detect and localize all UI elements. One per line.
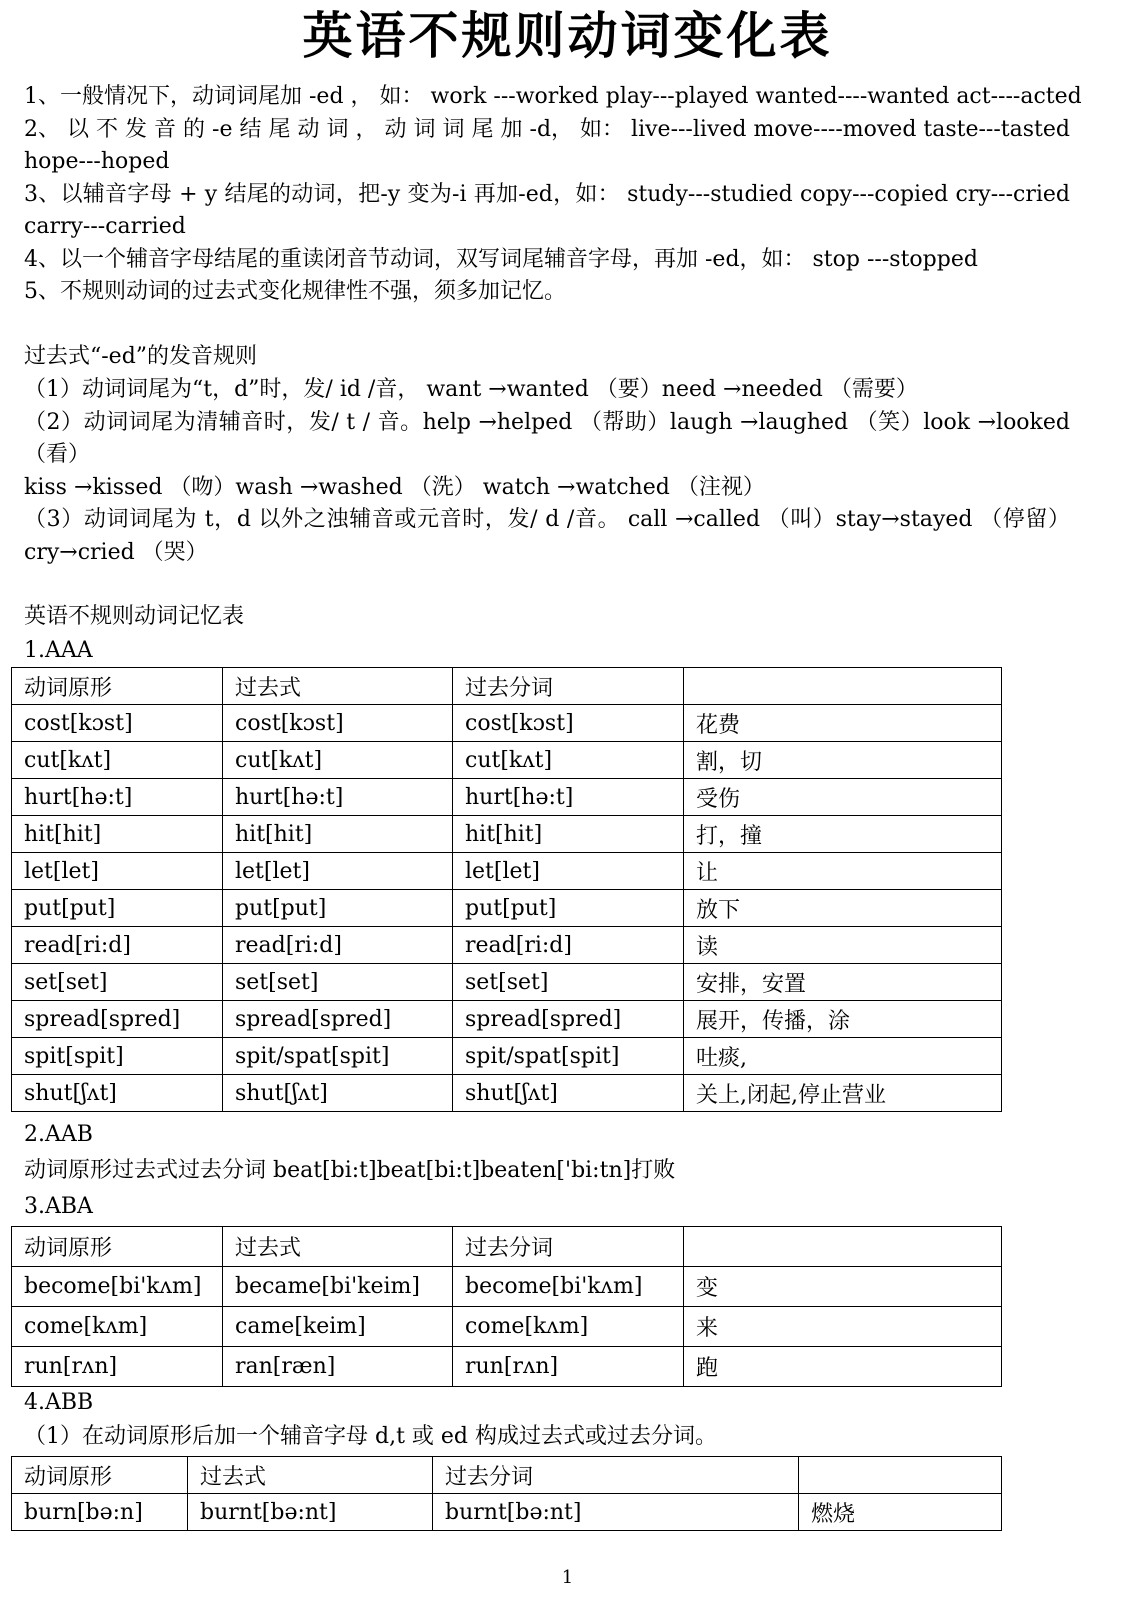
rule-line: 3、以辅音字母 + y 结尾的动词，把-y 变为-i 再加-ed，如： study---studied copy---copied cry---cried [24, 182, 1070, 207]
table-cell: let[let] [223, 853, 453, 890]
table-row [12, 779, 1002, 816]
table-cell: set[set] [223, 964, 453, 1001]
abb-table-body [12, 1457, 1002, 1531]
table-cell-meaning: 受伤 [684, 779, 1002, 816]
table-cell: 动词原形 [12, 1457, 188, 1494]
table-row [12, 705, 1002, 742]
table-cell-meaning [799, 1457, 1002, 1494]
aba-table-body [12, 1227, 1002, 1387]
rule-line: 5、不规则动词的过去式变化规律性不强，须多加记忆。 [24, 279, 566, 304]
aaa-table [11, 667, 1002, 1112]
table-cell: became[bi'keim] [223, 1267, 453, 1307]
table-cell-meaning: 让 [684, 853, 1002, 890]
table-cell: hurt[hə:t] [12, 779, 223, 816]
table-cell: hurt[hə:t] [223, 779, 453, 816]
section-label-abb: 4.ABB [24, 1390, 94, 1415]
table-cell-meaning: 花费 [684, 705, 1002, 742]
table-cell: read[ri:d] [223, 927, 453, 964]
table-cell: burnt[bə:nt] [188, 1494, 433, 1531]
table-cell-meaning: 吐痰, [684, 1038, 1002, 1075]
table-cell: put[put] [12, 890, 223, 927]
table-cell-meaning: 跑 [684, 1347, 1002, 1387]
table-cell-meaning: 来 [684, 1307, 1002, 1347]
table-cell-meaning: 变 [684, 1267, 1002, 1307]
pronunciation-line: （看） [24, 442, 91, 467]
table-cell: let[let] [453, 853, 684, 890]
table-cell: burnt[bə:nt] [433, 1494, 799, 1531]
table-header-row [12, 1457, 1002, 1494]
abb-note: （1）在动词原形后加一个辅音字母 d,t 或 ed 构成过去式或过去分词。 [24, 1424, 717, 1449]
table-cell: set[set] [12, 964, 223, 1001]
table-cell: run[rʌn] [453, 1347, 684, 1387]
table-cell: read[ri:d] [12, 927, 223, 964]
table-cell: hit[hit] [223, 816, 453, 853]
table-cell: come[kʌm] [12, 1307, 223, 1347]
table-cell: cost[kɔst] [223, 705, 453, 742]
table-cell: came[keim] [223, 1307, 453, 1347]
table-cell: let[let] [12, 853, 223, 890]
table-cell: 过去式 [188, 1457, 433, 1494]
table-cell: read[ri:d] [453, 927, 684, 964]
table-row [12, 742, 1002, 779]
table-cell: spread[spred] [12, 1001, 223, 1038]
table-row [12, 1001, 1002, 1038]
table-cell: spit/spat[spit] [453, 1038, 684, 1075]
table-cell: 动词原形 [12, 1227, 223, 1267]
rule-line: 1、一般情况下，动词词尾加 -ed ， 如： work ---worked play---played wanted----wanted act----acted [24, 84, 1082, 109]
table-row [12, 1075, 1002, 1112]
table-cell: 过去分词 [453, 1227, 684, 1267]
table-row [12, 927, 1002, 964]
pronunciation-line: cry→cried （哭） [24, 540, 208, 565]
table-cell-meaning: 展开，传播，涂 [684, 1001, 1002, 1038]
table-cell: 过去分词 [433, 1457, 799, 1494]
table-cell: put[put] [453, 890, 684, 927]
table-header-row [12, 1227, 1002, 1267]
table-row [12, 890, 1002, 927]
page-number: 1 [561, 1567, 574, 1588]
table-cell: cut[kʌt] [12, 742, 223, 779]
table-cell: shut[ʃʌt] [223, 1075, 453, 1112]
table-cell: cut[kʌt] [453, 742, 684, 779]
table-cell: put[put] [223, 890, 453, 927]
table-cell: set[set] [453, 964, 684, 1001]
table-cell: 过去式 [223, 1227, 453, 1267]
pronunciation-line: kiss →kissed （吻）wash →washed （洗） watch →watched （注视） [24, 475, 765, 500]
table-row [12, 1347, 1002, 1387]
pronunciation-line: （1）动词词尾为“t，d”时，发/ id /音， want →wanted （要）need →needed （需要） [24, 377, 918, 402]
pronunciation-line: （3）动词词尾为 t，d 以外之浊辅音或元音时，发/ d /音。 call →called （叫）stay→stayed （停留） [24, 507, 1070, 532]
table-cell-meaning: 读 [684, 927, 1002, 964]
table-cell: spit[spit] [12, 1038, 223, 1075]
table-row [12, 964, 1002, 1001]
pronunciation-heading: 过去式“-ed”的发音规则 [24, 344, 258, 369]
table-cell-meaning: 关上,闭起,停止营业 [684, 1075, 1002, 1112]
table-header-row [12, 668, 1002, 705]
table-cell: burn[bə:n] [12, 1494, 188, 1531]
table-row [12, 816, 1002, 853]
abb-table [11, 1456, 1002, 1531]
table-cell: spread[spred] [453, 1001, 684, 1038]
table-cell: run[rʌn] [12, 1347, 223, 1387]
table-cell: hurt[hə:t] [453, 779, 684, 816]
table-cell: hit[hit] [12, 816, 223, 853]
table-cell: cost[kɔst] [12, 705, 223, 742]
page-title: 英语不规则动词变化表 [302, 7, 833, 65]
aaa-table-body [12, 668, 1002, 1112]
table-cell-meaning [684, 668, 1002, 705]
table-cell-meaning: 燃烧 [799, 1494, 1002, 1531]
memory-table-heading: 英语不规则动词记忆表 [24, 604, 245, 629]
rule-line: hope---hoped [24, 149, 170, 174]
aab-line: 动词原形过去式过去分词 beat[bi:t]beat[bi:t]beaten['bi:tn]打败 [24, 1158, 676, 1183]
table-cell-meaning: 打，撞 [684, 816, 1002, 853]
table-row [12, 1038, 1002, 1075]
table-cell: shut[ʃʌt] [12, 1075, 223, 1112]
section-label-aab: 2.AAB [24, 1122, 93, 1147]
table-cell-meaning: 割，切 [684, 742, 1002, 779]
table-cell: spit/spat[spit] [223, 1038, 453, 1075]
table-cell: become[bi'kʌm] [453, 1267, 684, 1307]
section-label-aaa: 1.AAA [24, 638, 93, 663]
table-row [12, 1494, 1002, 1531]
table-cell: shut[ʃʌt] [453, 1075, 684, 1112]
rule-line: 4、以一个辅音字母结尾的重读闭音节动词，双写词尾辅音字母，再加 -ed，如： stop ---stopped [24, 247, 978, 272]
section-label-aba: 3.ABA [24, 1194, 93, 1219]
table-cell: come[kʌm] [453, 1307, 684, 1347]
table-cell-meaning: 放下 [684, 890, 1002, 927]
table-cell: 过去式 [223, 668, 453, 705]
table-cell: 动词原形 [12, 668, 223, 705]
table-cell: cut[kʌt] [223, 742, 453, 779]
table-cell: become[bi'kʌm] [12, 1267, 223, 1307]
table-cell: cost[kɔst] [453, 705, 684, 742]
table-cell-meaning: 安排，安置 [684, 964, 1002, 1001]
pronunciation-line: （2）动词词尾为清辅音时，发/ t / 音。help →helped （帮助）laugh →laughed （笑）look →looked [24, 410, 1070, 435]
rule-line: carry---carried [24, 214, 186, 239]
table-cell: spread[spred] [223, 1001, 453, 1038]
table-cell: hit[hit] [453, 816, 684, 853]
table-cell: ran[ræn] [223, 1347, 453, 1387]
table-row [12, 1307, 1002, 1347]
table-cell: 过去分词 [453, 668, 684, 705]
aba-table [11, 1226, 1002, 1387]
table-cell-meaning [684, 1227, 1002, 1267]
table-row [12, 1267, 1002, 1307]
table-row [12, 853, 1002, 890]
rule-line: 2、 以 不 发 音 的 -e 结 尾 动 词 ， 动 词 词 尾 加 -d， 如： live---lived move----moved taste---tasted [24, 117, 1070, 142]
